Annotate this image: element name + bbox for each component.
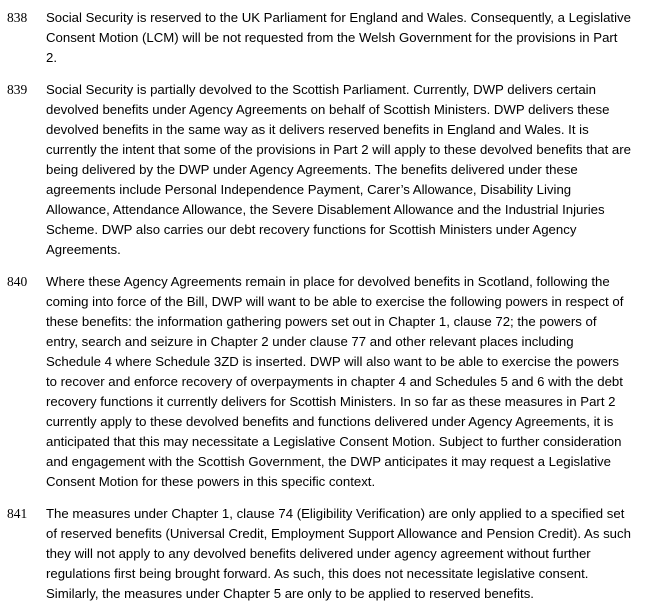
paragraph-841 (0, 504, 647, 604)
paragraph-839 (0, 80, 647, 260)
paragraph-838 (0, 8, 647, 68)
paragraph-number: 838 (7, 10, 28, 25)
paragraph-number: 841 (7, 506, 28, 521)
document-body (0, 8, 647, 616)
paragraph-text: Social Security is reserved to the UK Parliament for England and Wales. Consequently, a Legislative Consent Motion (LCM) will be not requested from the Welsh Government for the provisions in Part 2. (46, 10, 631, 65)
paragraph-number: 840 (7, 274, 28, 289)
paragraph-840 (0, 272, 647, 492)
paragraph-number: 839 (7, 82, 28, 97)
paragraph-text: Social Security is partially devolved to the Scottish Parliament. Currently, DWP delivers certain devolved benefits under Agency Agreements on behalf of Scottish Ministers. DWP delivers these devolved benefits in the same way as it delivers reserved benefits in England and Wales. It is currently the intent that some of the provisions in Part 2 will apply to these devolved benefits that are being delivered by the DWP under Agency Agreements. The benefits delivered under these agreements include Personal Independence Payment, Carer’s Allowance, Disability Living Allowance, Attendance Allowance, the Severe Disablement Allowance and the Industrial Injuries Scheme. DWP also carries our debt recovery functions for Scottish Ministers under Agency Agreements. (46, 82, 631, 257)
paragraph-text: Where these Agency Agreements remain in place for devolved benefits in Scotland, following the coming into force of the Bill, DWP will want to be able to exercise the following powers in respect of these benefits: the information gathering powers set out in Chapter 1, clause 72; the powers of entry, search and seizure in Chapter 2 under clause 77 and other relevant places including Schedule 4 where Schedule 3ZD is inserted. DWP will also want to be able to exercise the powers to recover and enforce recovery of overpayments in chapter 4 and Schedules 5 and 6 with the debt recovery functions it currently delivers for Scottish Ministers. In so far as these measures in Part 2 currently apply to these devolved benefits and functions delivered under Agency Agreements, it is anticipated that this may necessitate a Legislative Consent Motion. Subject to further consideration and engagement with the Scottish Government, the DWP anticipates it may request a Legislative Consent Motion for these powers in this specific context. (46, 274, 624, 489)
paragraph-text: The measures under Chapter 1, clause 74 (Eligibility Verification) are only applied to a specified set of reserved benefits (Universal Credit, Employment Support Allowance and Pension Credit). As such they will not apply to any devolved benefits delivered under agency agreement without further regulations first being brought forward. As such, this does not necessitate legislative consent. Similarly, the measures under Chapter 5 are only to be applied to reserved benefits. (46, 506, 631, 601)
